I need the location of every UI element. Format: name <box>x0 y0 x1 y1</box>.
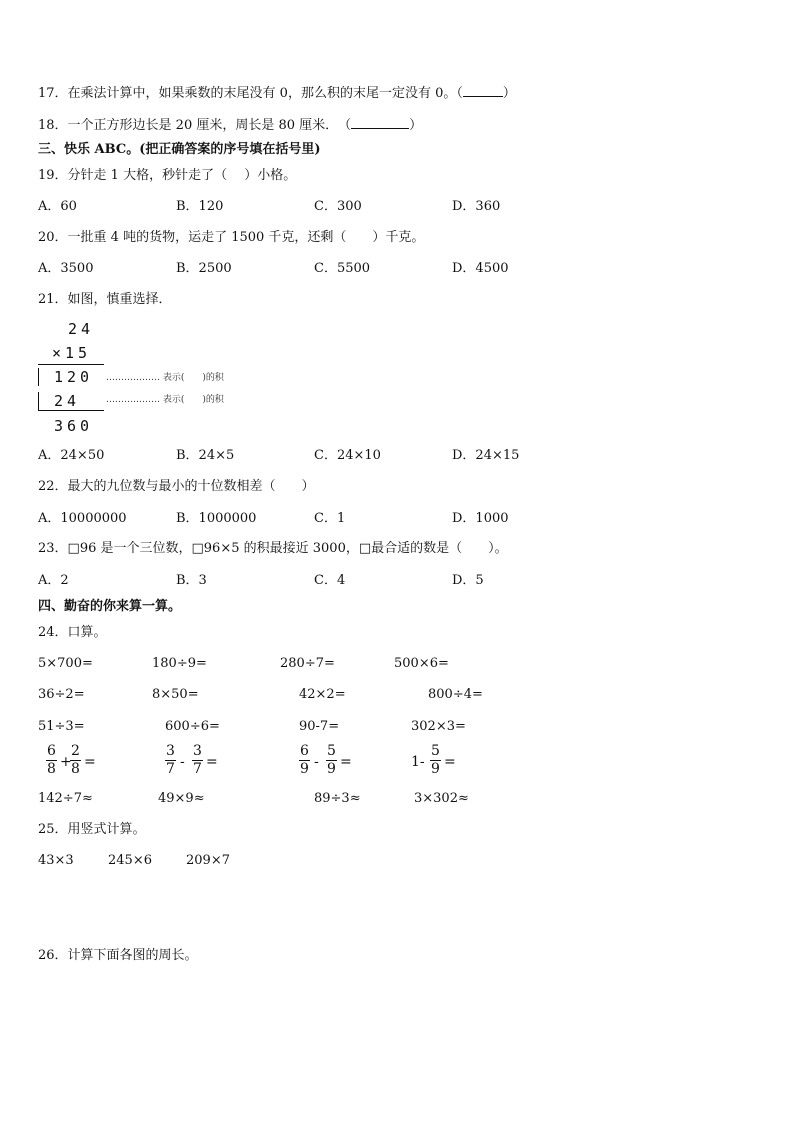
q23-option-c[interactable]: C．4 <box>314 573 346 588</box>
mental-calc-item: 42×2= <box>299 687 346 702</box>
mult-row-2: 24 <box>54 392 81 410</box>
mental-calc-item: 500×6= <box>394 656 449 671</box>
numerator: 6 <box>47 743 56 759</box>
estimate-item: 142÷7≈ <box>38 791 93 806</box>
question-22: 22．最大的九位数与最小的十位数相差（ ） <box>38 479 315 494</box>
denominator: 9 <box>431 761 440 777</box>
question-18 <box>38 116 422 134</box>
mult-row-1: 120 <box>54 368 94 386</box>
question-17-close: ） <box>502 86 516 101</box>
question-23: 23．□96 是一个三位数，□96×5 的积最接近 3000，□最合适的数是（ ）。 <box>38 541 508 556</box>
q22-option-b[interactable]: B．1000000 <box>176 511 257 526</box>
mental-calc-item: 90-7= <box>299 719 340 734</box>
operator: + <box>60 754 72 770</box>
fraction <box>165 744 176 777</box>
operator: - <box>180 754 185 770</box>
denominator: 9 <box>300 761 309 777</box>
equals: = <box>340 754 352 770</box>
question-19: 19．分针走 1 大格，秒针走了（ ）小格。 <box>38 168 297 183</box>
q22-option-d[interactable]: D．1000 <box>452 511 509 526</box>
denominator: 7 <box>166 761 175 777</box>
question-17 <box>38 84 516 102</box>
mult-line-2 <box>38 410 104 411</box>
q22-option-a[interactable]: A．10000000 <box>38 511 127 526</box>
mult-result: 360 <box>54 417 94 435</box>
fraction <box>299 744 310 777</box>
q23-option-d[interactable]: D．5 <box>452 573 484 588</box>
section-3-heading: 三、快乐 ABC。(把正确答案的序号填在括号里) <box>38 142 321 157</box>
mental-calc-item: 180÷9= <box>152 656 207 671</box>
whole-number: 1- <box>411 754 425 770</box>
answer-blank-18[interactable] <box>351 116 409 129</box>
numerator: 5 <box>327 743 336 759</box>
question-25: 25．用竖式计算。 <box>38 822 146 837</box>
answer-blank-17[interactable] <box>463 84 503 97</box>
mult-top: 24 <box>68 320 95 338</box>
q20-option-a[interactable]: A．3500 <box>38 261 94 276</box>
equals: = <box>444 754 456 770</box>
mult-bracket-1 <box>38 368 39 386</box>
q19-option-a[interactable]: A．60 <box>38 199 77 214</box>
vertical-calc-item: 43×3 <box>38 853 74 868</box>
q21-option-b[interactable]: B．24×5 <box>176 448 235 463</box>
mental-calc-item: 600÷6= <box>165 719 220 734</box>
mental-calc-item: 51÷3= <box>38 719 85 734</box>
mental-calc-item: 302×3= <box>411 719 466 734</box>
q19-option-c[interactable]: C．300 <box>314 199 362 214</box>
mult-line-1 <box>38 364 104 365</box>
q21-option-a[interactable]: A．24×50 <box>38 448 105 463</box>
question-21: 21．如图，慎重选择． <box>38 292 172 307</box>
equals: = <box>84 754 96 770</box>
denominator: 9 <box>327 761 336 777</box>
q19-option-d[interactable]: D．360 <box>452 199 501 214</box>
denominator: 8 <box>71 761 80 777</box>
mental-calc-item: 800÷4= <box>428 687 483 702</box>
numerator: 3 <box>193 743 202 759</box>
q23-option-b[interactable]: B．3 <box>176 573 207 588</box>
vertical-calc-item: 245×6 <box>108 853 152 868</box>
denominator: 8 <box>47 761 56 777</box>
estimate-item: 49×9≈ <box>158 791 205 806</box>
fraction <box>46 744 57 777</box>
numerator: 2 <box>71 743 80 759</box>
fraction <box>326 744 337 777</box>
question-24: 24．口算。 <box>38 625 107 640</box>
q20-option-b[interactable]: B．2500 <box>176 261 232 276</box>
fraction <box>70 744 81 777</box>
mental-calc-item: 280÷7= <box>280 656 335 671</box>
mult-second: ×15 <box>52 344 92 362</box>
note-1: ……………… 表示( )的积 <box>106 373 224 383</box>
equals: = <box>206 754 218 770</box>
q20-option-c[interactable]: C．5500 <box>314 261 371 276</box>
estimate-item: 3×302≈ <box>414 791 469 806</box>
q23-option-a[interactable]: A．2 <box>38 573 69 588</box>
question-18-text: 18．一个正方形边长是 20 厘米，周长是 80 厘米． （ <box>38 118 352 133</box>
q19-option-b[interactable]: B．120 <box>176 199 224 214</box>
note-2: ……………… 表示( )的积 <box>106 395 224 405</box>
numerator: 5 <box>431 743 440 759</box>
numerator: 3 <box>166 743 175 759</box>
fraction <box>430 744 441 777</box>
question-26: 26．计算下面各图的周长。 <box>38 948 198 963</box>
mental-calc-item: 36÷2= <box>38 687 85 702</box>
operator: - <box>314 754 319 770</box>
question-18-close: ） <box>409 118 423 133</box>
vertical-calc-item: 209×7 <box>186 853 230 868</box>
mult-bracket-2 <box>38 392 39 410</box>
estimate-item: 89÷3≈ <box>314 791 361 806</box>
denominator: 7 <box>193 761 202 777</box>
section-4-heading: 四、勤奋的你来算一算。 <box>38 599 182 614</box>
q20-option-d[interactable]: D．4500 <box>452 261 509 276</box>
question-20: 20．一批重 4 吨的货物，运走了 1500 千克，还剩（ ）千克。 <box>38 230 425 245</box>
q21-option-c[interactable]: C．24×10 <box>314 448 381 463</box>
question-17-text: 17．在乘法计算中，如果乘数的末尾没有 0，那么积的末尾一定没有 0。（ <box>38 86 463 101</box>
numerator: 6 <box>300 743 309 759</box>
q21-option-d[interactable]: D．24×15 <box>452 448 520 463</box>
q22-option-c[interactable]: C．1 <box>314 511 346 526</box>
mental-calc-item: 5×700= <box>38 656 93 671</box>
fraction <box>192 744 203 777</box>
mental-calc-item: 8×50= <box>152 687 199 702</box>
